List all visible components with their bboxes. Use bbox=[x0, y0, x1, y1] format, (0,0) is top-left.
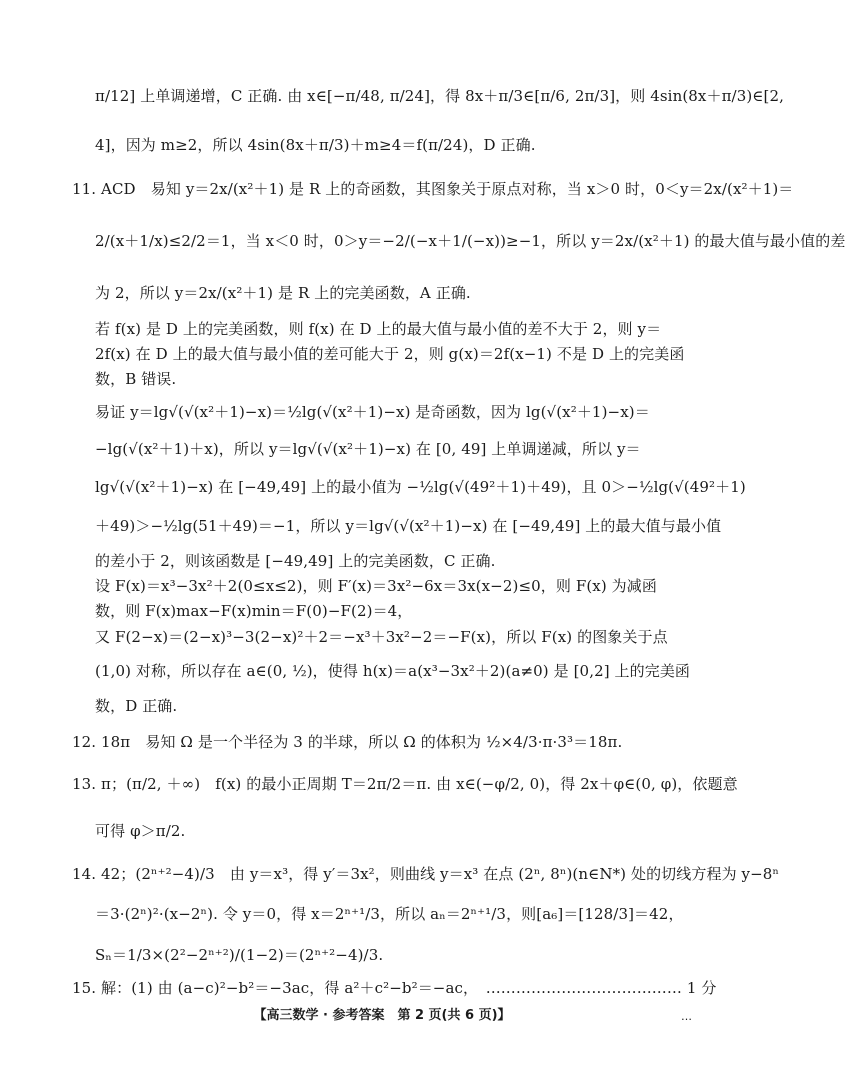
text-line: 13. π；(π/2, ＋∞) f(x) 的最小正周期 T＝2π/2＝π. 由 x∈(−φ/2, 0)，得 2x＋φ∈(0, φ)，依题意 bbox=[72, 775, 738, 793]
text-line: π/12] 上单调递增，C 正确. 由 x∈[−π/48, π/24]，得 8x＋π/3∈[π/6, 2π/3]，则 4sin(8x＋π/3)∈[2, bbox=[95, 87, 784, 105]
page-footer: 【高三数学 · 参考答案 第 2 页(共 6 页)】 bbox=[253, 1008, 511, 1023]
text-line: ＝3·(2ⁿ)²·(x−2ⁿ). 令 y＝0，得 x＝2ⁿ⁺¹/3，所以 aₙ＝2ⁿ⁺¹/3，则[a₆]＝[128/3]＝42， bbox=[95, 905, 684, 923]
text-line: 又 F(2−x)＝(2−x)³−3(2−x)²＋2＝−x³＋3x²−2＝−F(x)，所以 F(x) 的图象关于点 bbox=[95, 628, 668, 646]
text-line: −lg(√(x²＋1)＋x)，所以 y＝lg√(√(x²＋1)−x) 在 [0, 49] 上单调递减，所以 y＝ bbox=[95, 440, 641, 458]
text-line: 14. 42；(2ⁿ⁺²−4)/3 由 y＝x³，得 y′＝3x²，则曲线 y＝x³ 在点 (2ⁿ, 8ⁿ)(n∈N*) 处的切线方程为 y−8ⁿ bbox=[72, 865, 780, 883]
text-line: 11. ACD 易知 y＝2x/(x²＋1) 是 R 上的奇函数，其图象关于原点对称，当 x＞0 时，0＜y＝2x/(x²＋1)＝ bbox=[72, 180, 794, 198]
corner-mark: … bbox=[681, 1010, 692, 1023]
text-line: 的差小于 2，则该函数是 [−49,49] 上的完美函数，C 正确. bbox=[95, 552, 496, 570]
text-line: 设 F(x)＝x³−3x²＋2(0≤x≤2)，则 F′(x)＝3x²−6x＝3x(x−2)≤0，则 F(x) 为减函 bbox=[95, 577, 657, 595]
text-line: (1,0) 对称，所以存在 a∈(0, ½)，使得 h(x)＝a(x³−3x²＋2)(a≠0) 是 [0,2] 上的完美函 bbox=[95, 662, 691, 680]
text-line: 15. 解：(1) 由 (a−c)²−b²＝−3ac，得 a²＋c²−b²＝−ac， ………………………………… 1 分 bbox=[72, 979, 717, 997]
text-line: 易证 y＝lg√(√(x²＋1)−x)＝½lg(√(x²＋1)−x) 是奇函数，因为 lg(√(x²＋1)−x)＝ bbox=[95, 403, 650, 421]
text-line: 可得 φ＞π/2. bbox=[95, 822, 186, 840]
text-line: 2/(x＋1/x)≤2/2＝1，当 x＜0 时，0＞y＝−2/(−x＋1/(−x))≥−1，所以 y＝2x/(x²＋1) 的最大值与最小值的差 bbox=[95, 232, 845, 250]
text-line: 数，则 F(x)max−F(x)min＝F(0)−F(2)＝4， bbox=[95, 602, 413, 620]
text-line: 12. 18π 易知 Ω 是一个半径为 3 的半球，所以 Ω 的体积为 ½×4/3·π·3³＝18π. bbox=[72, 733, 623, 751]
text-line: lg√(√(x²＋1)−x) 在 [−49,49] 上的最小值为 −½lg(√(49²＋1)＋49)，且 0＞−½lg(√(49²＋1) bbox=[95, 478, 746, 496]
text-line: 为 2，所以 y＝2x/(x²＋1) 是 R 上的完美函数，A 正确. bbox=[95, 284, 471, 302]
text-line: 若 f(x) 是 D 上的完美函数，则 f(x) 在 D 上的最大值与最小值的差不大于 2，则 y＝ bbox=[95, 320, 662, 338]
text-line: 数，D 正确. bbox=[95, 697, 178, 715]
text-line: ＋49)＞−½lg(51＋49)＝−1，所以 y＝lg√(√(x²＋1)−x) 在 [−49,49] 上的最大值与最小值 bbox=[95, 517, 722, 535]
text-line: 2f(x) 在 D 上的最大值与最小值的差可能大于 2，则 g(x)＝2f(x−1) 不是 D 上的完美函 bbox=[95, 345, 685, 363]
text-line: 4]，因为 m≥2，所以 4sin(8x＋π/3)＋m≥4＝f(π/24)，D 正确. bbox=[95, 136, 536, 154]
text-line: 数，B 错误. bbox=[95, 370, 177, 388]
text-line: Sₙ＝1/3×(2²−2ⁿ⁺²)/(1−2)＝(2ⁿ⁺²−4)/3. bbox=[95, 946, 384, 964]
